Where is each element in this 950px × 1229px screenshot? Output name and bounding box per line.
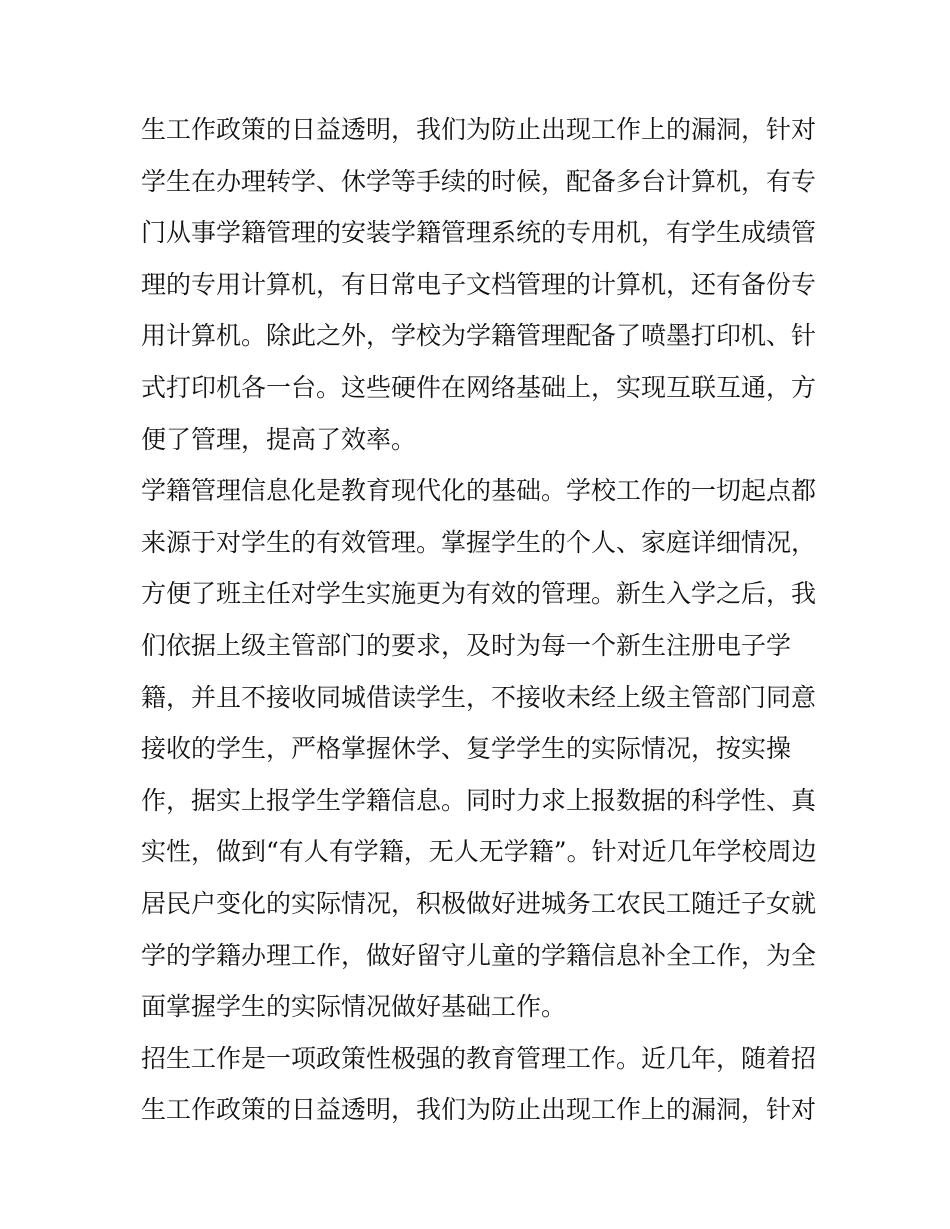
text-line: 学的学籍办理工作，做好留守儿童的学籍信息补全工作，为全: [141, 940, 817, 970]
text-line: 理的专用计算机，有日常电子文档管理的计算机，还有备份专: [141, 269, 817, 299]
text-line: 便了管理，提高了效率。: [141, 424, 417, 454]
document-body: [141, 104, 817, 1136]
text-line: 方便了班主任对学生实施更为有效的管理。新生入学之后，我: [141, 579, 817, 609]
text-line: 籍，并且不接收同城借读学生，不接收未经上级主管部门同意: [141, 682, 817, 712]
text-line: 招生工作是一项政策性极强的教育管理工作。近几年，随着招: [141, 1043, 817, 1073]
text-line: 居民户变化的实际情况，积极做好进城务工农民工随迁子女就: [141, 888, 817, 918]
text-line: 实性，做到“有人有学籍，无人无学籍”。针对近几年学校周边: [141, 837, 817, 867]
text-line: 们依据上级主管部门的要求，及时为每一个新生注册电子学: [141, 630, 792, 660]
text-line: 学籍管理信息化是教育现代化的基础。学校工作的一切起点都: [141, 476, 817, 506]
text-line: 作，据实上报学生学籍信息。同时力求上报数据的科学性、真: [141, 785, 817, 815]
text-line: 门从事学籍管理的安装学籍管理系统的专用机，有学生成绩管: [141, 218, 817, 248]
text-line: 生工作政策的日益透明，我们为防止出现工作上的漏洞，针对: [141, 1095, 817, 1125]
text-line: 式打印机各一台。这些硬件在网络基础上，实现互联互通，方: [141, 372, 817, 402]
text-line: 面掌握学生的实际情况做好基础工作。: [141, 992, 567, 1022]
text-line: 生工作政策的日益透明，我们为防止出现工作上的漏洞，针对: [141, 115, 817, 144]
text-line: 来源于对学生的有效管理。掌握学生的个人、家庭详细情况，: [141, 527, 817, 557]
text-line: 学生在办理转学、休学等手续的时候，配备多台计算机，有专: [141, 166, 817, 196]
text-line: 用计算机。除此之外，学校为学籍管理配备了喷墨打印机、针: [141, 321, 817, 351]
text-line: 接收的学生，严格掌握休学、复学学生的实际情况，按实操: [141, 734, 792, 764]
